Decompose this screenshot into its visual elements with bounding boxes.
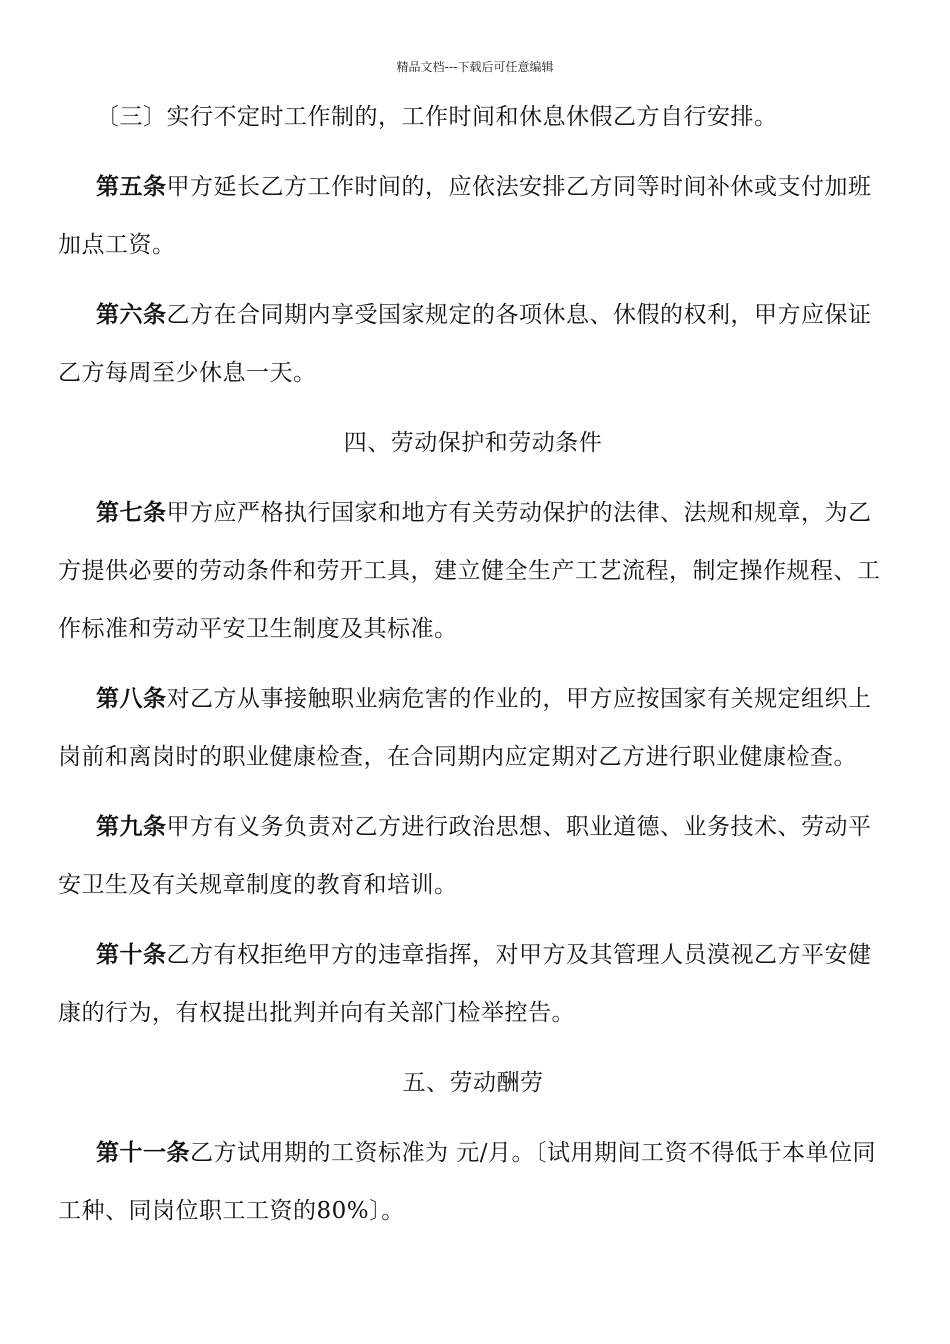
page-header-note: 精品文档---下载后可任意编辑 <box>396 60 554 74</box>
article-7-paragraph <box>58 484 888 658</box>
article-7-number: 第七条 <box>96 499 167 526</box>
section-5-heading: 五、劳动酬劳 <box>402 1070 544 1096</box>
article-5-text: 甲方延长乙方工作时间的，应依法安排乙方同等时间补休或支付加班加点工资。 <box>58 174 872 258</box>
article-10-paragraph <box>58 926 888 1042</box>
article-9-text: 甲方有义务负责对乙方进行政治思想、职业道德、业务技术、劳动平安卫生及有关规章制度的教育和培训。 <box>58 814 872 898</box>
article-8-paragraph <box>58 670 888 786</box>
article-9-paragraph <box>58 798 888 914</box>
document-body <box>58 88 888 1240</box>
article-6-paragraph <box>58 286 888 402</box>
article-8-text: 对乙方从事接触职业病危害的作业的，甲方应按国家有关规定组织上岗前和离岗时的职业健康检查，在合同期内应定期对乙方进行职业健康检查。 <box>58 686 872 770</box>
article-11-text: 乙方试用期的工资标准为 元/月。〔试用期间工资不得低于本单位同工种、同岗位职工工资的80%〕。 <box>58 1140 877 1224</box>
article-10-number: 第十条 <box>96 941 167 968</box>
section-4-heading: 四、劳动保护和劳动条件 <box>343 430 603 456</box>
article-5-number: 第五条 <box>96 173 167 200</box>
item-3-paragraph: 〔三〕实行不定时工作制的，工作时间和休息休假乙方自行安排。 <box>96 104 778 130</box>
article-11-number: 第十一条 <box>96 1139 190 1166</box>
article-8-number: 第八条 <box>96 685 167 712</box>
article-5-paragraph <box>58 158 888 274</box>
article-6-text: 乙方在合同期内享受国家规定的各项休息、休假的权利，甲方应保证乙方每周至少休息一天。 <box>58 302 872 386</box>
article-10-text: 乙方有权拒绝甲方的违章指挥，对甲方及其管理人员漠视乙方平安健康的行为，有权提出批判并向有关部门检举控告。 <box>58 942 872 1026</box>
article-7-text: 甲方应严格执行国家和地方有关劳动保护的法律、法规和规章，为乙方提供必要的劳动条件和劳开工具，建立健全生产工艺流程，制定操作规程、工作标准和劳动平安卫生制度及其标准。 <box>58 500 881 642</box>
article-6-number: 第六条 <box>96 301 167 328</box>
article-9-number: 第九条 <box>96 813 167 840</box>
article-11-paragraph <box>58 1124 888 1240</box>
